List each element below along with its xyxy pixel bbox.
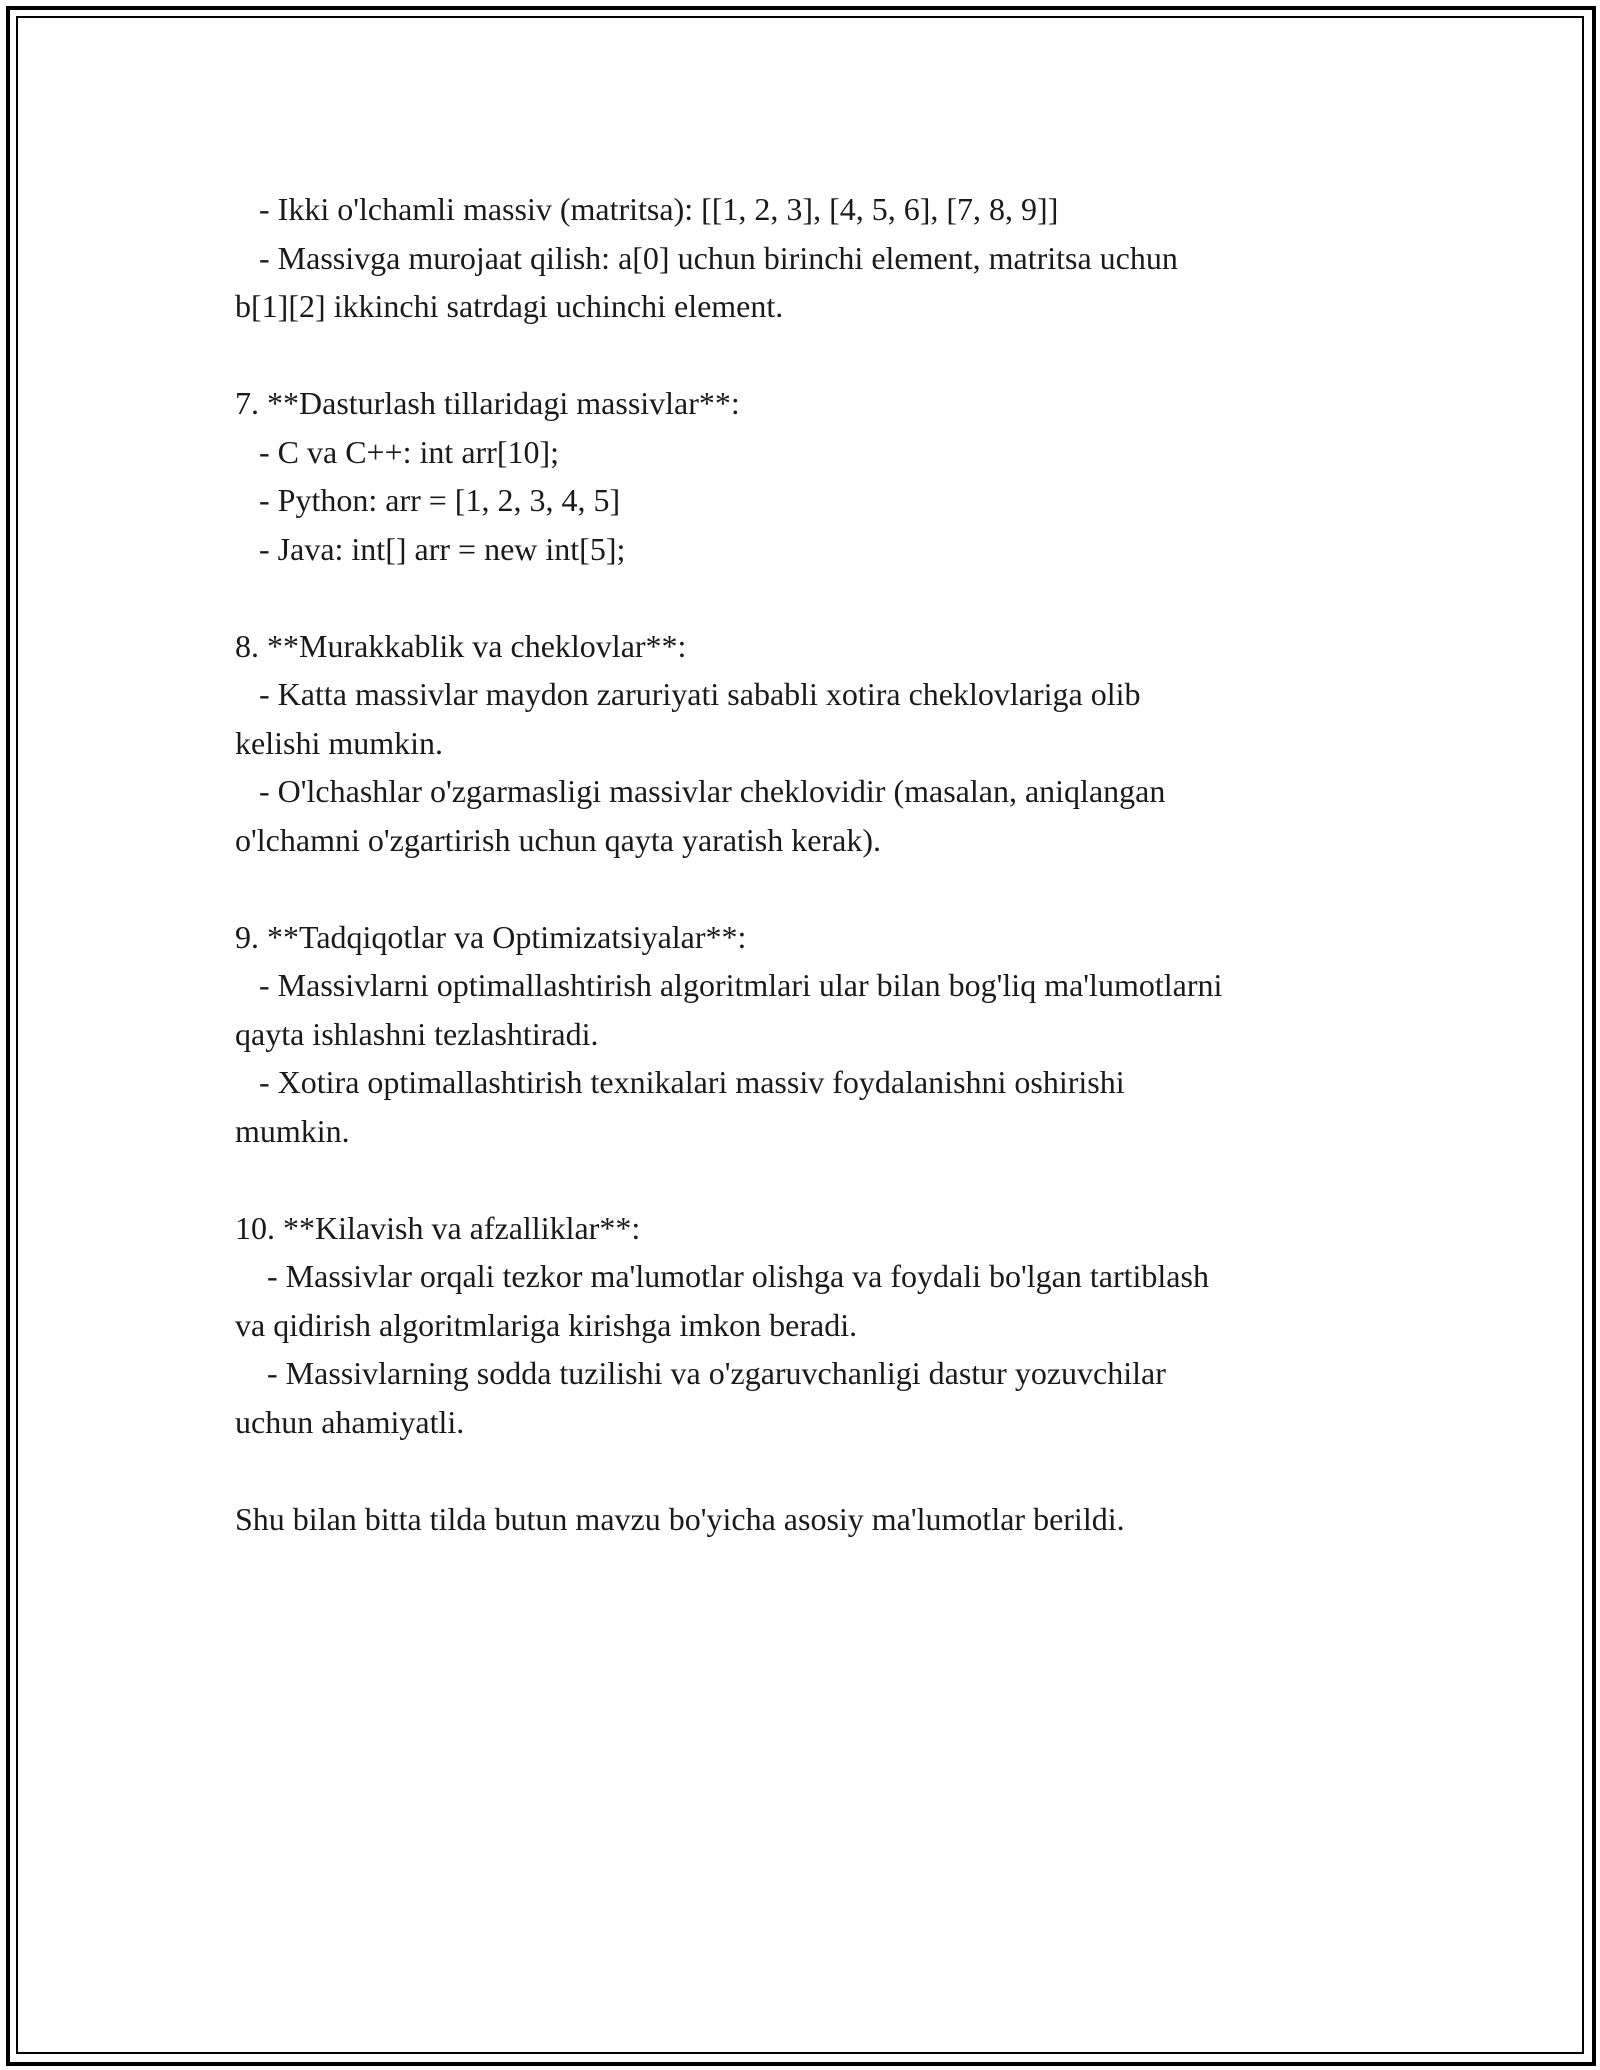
text-line: mumkin. (235, 1112, 350, 1149)
text-line: - Xotira optimallashtirish texnikalari massiv foydalanishni oshirishi (235, 1064, 1125, 1100)
blank-line (235, 331, 1385, 380)
blank-line (235, 864, 1385, 913)
text-line: o'lchamni o'zgartirish uchun qayta yaratish kerak). (235, 821, 881, 858)
text-line: uchun ahamiyatli. (235, 1403, 465, 1440)
text-line: - Java: int[] arr = new int[5]; (235, 530, 626, 567)
text-line: - Massivlarni optimallashtirish algoritmlari ular bilan bog'liq ma'lumotlarni (235, 967, 1223, 1003)
text-line: kelishi mumkin. (235, 724, 443, 761)
section-heading: 7. **Dasturlash tillaridagi massivlar**: (235, 385, 740, 421)
closing-sentence: Shu bilan bitta tilda butun mavzu bo'yicha asosiy ma'lumotlar berildi. (235, 1500, 1125, 1537)
text-line: - Massivlarning sodda tuzilishi va o'zgaruvchanligi dastur yozuvchilar (235, 1355, 1166, 1391)
text-line: qayta ishlashni tezlashtiradi. (235, 1015, 599, 1052)
text-line: - C va C++: int arr[10]; (235, 433, 560, 470)
section-heading: 10. **Kilavish va afzalliklar**: (235, 1209, 641, 1246)
text-line: - Katta massivlar maydon zaruriyati sababli xotira cheklovlariga olib (235, 676, 1141, 712)
section-heading: 9. **Tadqiqotlar va Optimizatsiyalar**: (235, 918, 747, 955)
text-line: - Ikki o'lchamli massiv (matritsa): [[1, 2, 3], [4, 5, 6], [7, 8, 9]] (235, 191, 1059, 227)
section-heading: 8. **Murakkablik va cheklovlar**: (235, 627, 687, 664)
blank-line (235, 1446, 1385, 1495)
text-line: - Massivlar orqali tezkor ma'lumotlar olishga va foydali bo'lgan tartiblash (235, 1258, 1209, 1294)
document-body (235, 185, 1385, 1543)
text-line: b[1][2] ikkinchi satrdagi uchinchi element. (235, 288, 784, 324)
text-line: - Python: arr = [1, 2, 3, 4, 5] (235, 482, 621, 518)
text-line: va qidirish algoritmlariga kirishga imkon beradi. (235, 1306, 858, 1343)
text-line: - O'lchashlar o'zgarmasligi massivlar cheklovidir (masalan, aniqlangan (235, 773, 1166, 809)
blank-line (235, 1155, 1385, 1204)
blank-line (235, 573, 1385, 622)
text-line: - Massivga murojaat qilish: a[0] uchun birinchi element, matritsa uchun (235, 239, 1178, 276)
